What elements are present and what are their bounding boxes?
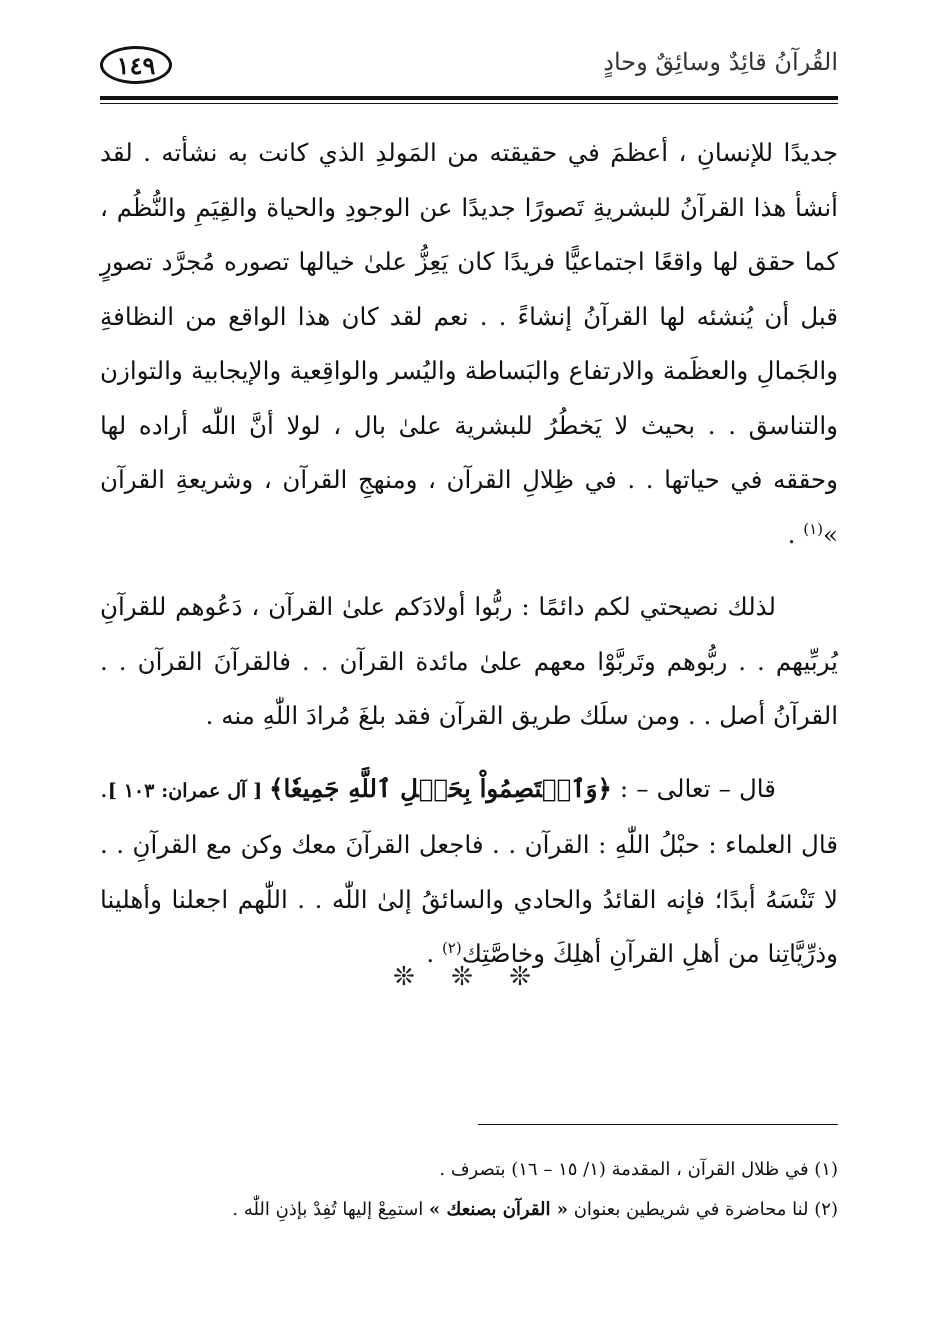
paragraph-3-lead: قال – تعالى – :: [611, 773, 776, 803]
footnotes: [100, 1150, 838, 1230]
footnote-marker-2: (٢): [441, 938, 462, 957]
page-header: [100, 40, 838, 98]
main-text: [100, 126, 838, 982]
header-rule: [100, 96, 838, 100]
paragraph-3: [100, 762, 838, 982]
footnote-2-post: استمِعْ إليها تُفِدْ بإذنِ اللّٰه .: [232, 1199, 430, 1220]
paragraph-2: لذلك نصيحتي لكم دائمًا : ربُّوا أولادَكم علىٰ القرآن ، دَعُوهم للقرآنِ يُربِّيهم . . ربُّوهم وتَربَّوْا معهم علىٰ مائدة القرآن . . فالقرآنَ القرآن . . القرآنُ أصل . . ومن سلَك طريق القرآن فقد بلغَ مُرادَ اللّٰهِ منه .: [100, 592, 838, 730]
paragraph-1-end: .: [787, 519, 804, 549]
footnote-2: [100, 1190, 838, 1230]
paragraph-3-end: .: [426, 939, 442, 968]
footnote-1: (١) في ظلال القرآن ، المقدمة (١/ ١٥ – ١٦) بتصرف .: [439, 1159, 838, 1180]
footnote-2-title: « القرآن بصنعك »: [429, 1199, 568, 1220]
footnote-marker-1: (١): [803, 519, 823, 538]
footnote-rule: [478, 1124, 838, 1125]
running-title: القُرآنُ قائِدٌ وسائِقٌ وحادٍ: [603, 48, 838, 76]
section-ornament: ❊ ❊ ❊: [393, 962, 545, 992]
paragraph-1: [100, 126, 838, 562]
paragraph-1-text: جديدًا للإنسانِ ، أعظمَ في حقيقته من المَولدِ الذي كانت به نشأته . لقد أنشأ هذا القرآنُ للبشريةِ تَصورًا جديدًا عن الوجودِ والحياة والقِيَمِ والنُّظُم ، كما حقق لها واقعًا اجتماعيًّا فريدًا كان يَعِزُّ علىٰ خيالها تصوره مُجرَّد تصورٍ قبل أن يُنشئه لها القرآنُ إنشاءً . . نعم لقد كان هذا الواقع من النظافةِ والجَمالِ والعظَمة والارتفاع والبَساطة واليُسر والواقِعية والإيجابية والتوازن والتناسق . . بحيث لا يَخطُرُ للبشرية علىٰ بال ، لولا أنَّ اللّٰه أراده لها وحققه في حياتها . . في ظِلالِ القرآن ، ومنهجِ القرآن ، وشريعةِ القرآن »: [100, 138, 838, 549]
verse-reference: [ آل عمران: ١٠٣ ]: [107, 779, 270, 802]
page-number-badge: ١٤٩: [100, 46, 172, 84]
paragraph-3-text: . قال العلماء : حبْلُ اللّٰهِ : القرآن . . فاجعل القرآنَ معك وكن مع القرآنِ . . لا تَنْسَهُ أبدًا؛ فإنه القائدُ والحادي والسائقُ إلىٰ اللّٰه . . اللّٰهم اجعلنا وأهلينا وذرِّيَّاتِنا من أهلِ القرآنِ أهلِكَ وخاصَّتِك: [100, 773, 838, 968]
quran-verse: ﴿وَٱعۡتَصِمُواْ بِحَبۡلِ ٱللَّهِ جَمِيعٗا﴾: [269, 773, 612, 803]
header-rule-thin: [100, 103, 838, 104]
footnote-2-pre: (٢) لنا محاضرة في شريطين بعنوان: [567, 1199, 838, 1220]
